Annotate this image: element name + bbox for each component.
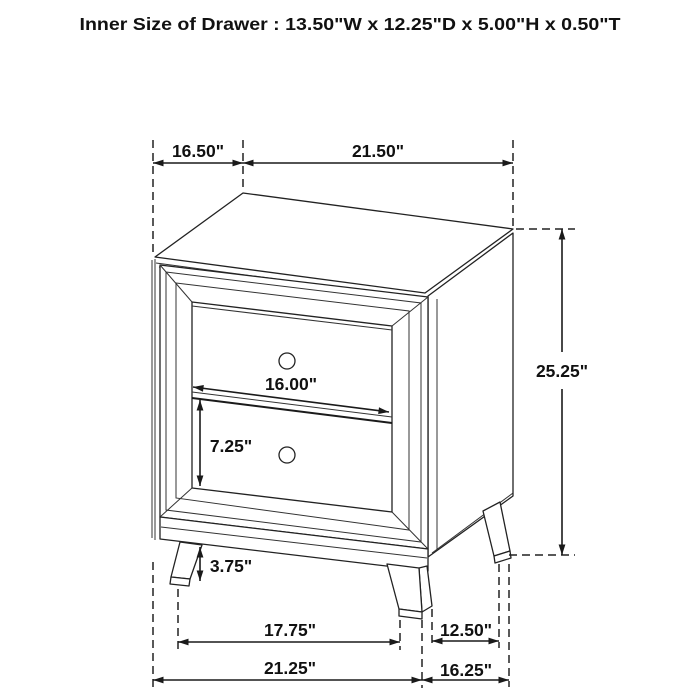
top-drawer-knob [279, 353, 295, 369]
dim-label-top-depth: 16.50" [171, 141, 225, 161]
back-right-leg [483, 502, 510, 556]
front-left-foot [170, 577, 190, 586]
bottom-drawer-knob [279, 447, 295, 463]
dim-label-overall-width: 21.25" [263, 658, 317, 678]
dim-label-overall-depth: 16.25" [439, 660, 493, 680]
dim-label-leg-height: 3.75" [209, 556, 253, 576]
dim-label-overall-height: 25.25" [535, 361, 589, 381]
dim-label-drawer-height: 7.25" [209, 436, 253, 456]
diagram-title: Inner Size of Drawer : 13.50"W x 12.25"D x 5.00"H x 0.50"T [79, 14, 621, 34]
front-left-leg [171, 542, 202, 579]
dim-label-top-width: 21.50" [351, 141, 405, 161]
dim-label-side-leg-span: 12.50" [439, 620, 493, 640]
nightstand-drawing [152, 193, 513, 619]
dim-label-front-leg-span: 17.75" [263, 620, 317, 640]
dim-label-drawer-width: 16.00" [264, 374, 318, 394]
drawer-opening [192, 302, 392, 512]
front-right-leg [387, 564, 422, 612]
